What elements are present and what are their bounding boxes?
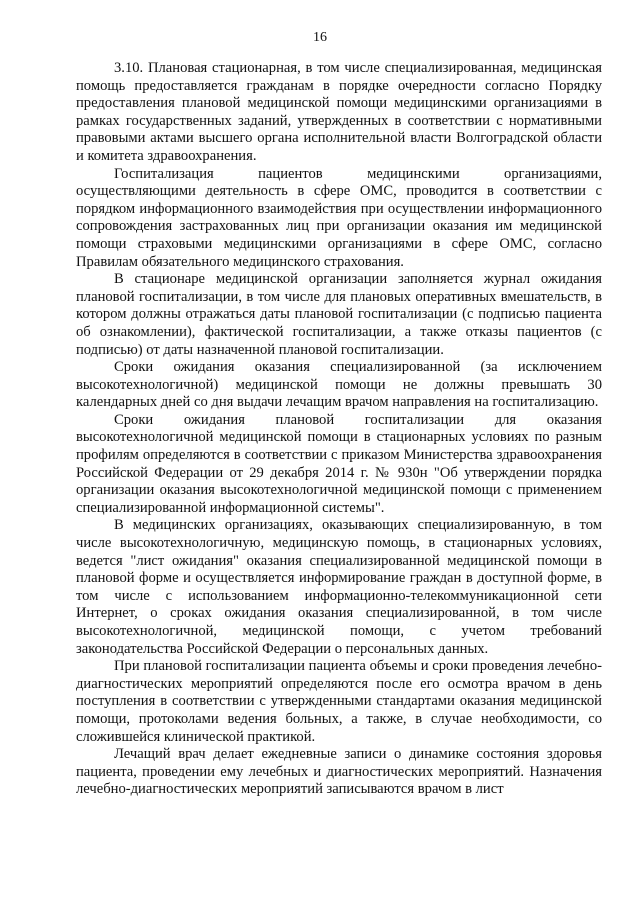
document-body — [76, 60, 602, 799]
paragraph-planned-inpatient-care: 3.10. Плановая стационарная, в том числе специализированная, медицинская помощь предоставляется гражданам в порядке очередности согласно Порядку предоставления плановой медицинской помощи медицинскими организациями в рамках государственных заданий, утвержденных в соответствии с нормативными правовыми актами высшего органа исполнительной власти Волгоградской области и комитета здравоохранения. — [76, 60, 602, 164]
paragraph-waiting-journal: В стационаре медицинской организации заполняется журнал ожидания плановой госпитализации, в том числе для плановых оперативных вмешательств, в котором должны отражаться даты плановой госпитализации (с подписью пациента об ознакомлении), фактической госпитализации, а также отказы пациентов (с подписью) от даты назначенной плановой госпитализации. — [76, 271, 602, 358]
paragraph-planned-hospitalization-scope: При плановой госпитализации пациента объемы и сроки проведения лечебно-диагностических мероприятий определяются после его осмотра врачом в день поступления в соответствии с утвержденными стандартами оказания медицинской помощи, протоколами ведения больных, а также, в случае необходимости, со сложившейся клинической практикой. — [76, 658, 602, 745]
page-number: 16 — [313, 30, 327, 45]
paragraph-high-tech-care-terms: Сроки ожидания плановой госпитализации для оказания высокотехнологичной медицинской помощи в стационарных условиях по разным профилям определяются в соответствии с приказом Министерства здравоохранения Российской Федерации от 29 декабря 2014 г. № 930н "Об утверждении порядка организации оказания высокотехнологичной медицинской помощи с применением специализированной информационной системы". — [76, 411, 602, 516]
paragraph-waiting-list: В медицинских организациях, оказывающих специализированную, в том числе высокотехнологичную, медицинскую помощь, в стационарных условиях, ведется "лист ожидания" оказания специализированной медицинской помощи в плановой форме и осуществляется информирование граждан в доступной форме, в том числе с использованием информационно-телекоммуникационной сети Интернет, о сроках ожидания оказания специализированной, в том числе высокотехнологичной, медицинской помощи, с учетом требований законодательства Российской Федерации о персональных данных. — [76, 517, 602, 657]
paragraph-hospitalization-oms: Госпитализация пациентов медицинскими организациями, осуществляющими деятельность в сфере ОМС, проводится в соответствии с порядком информационного взаимодействия при осуществлении информационного сопровождения застрахованных лиц при организации оказания им медицинской помощи страховыми медицинскими организациями в сфере ОМС, согласно Правилам обязательного медицинского страхования. — [76, 165, 602, 270]
paragraph-specialized-care-terms: Сроки ожидания оказания специализированной (за исключением высокотехнологичной) медицинской помощи не должны превышать 30 календарных дней со дня выдачи лечащим врачом направления на госпитализацию. — [76, 359, 602, 411]
paragraph-daily-records: Лечащий врач делает ежедневные записи о динамике состояния здоровья пациента, проведении ему лечебных и диагностических мероприятий. Назначения лечебно-диагностических мероприятий записываются врачом в лист — [76, 746, 602, 798]
